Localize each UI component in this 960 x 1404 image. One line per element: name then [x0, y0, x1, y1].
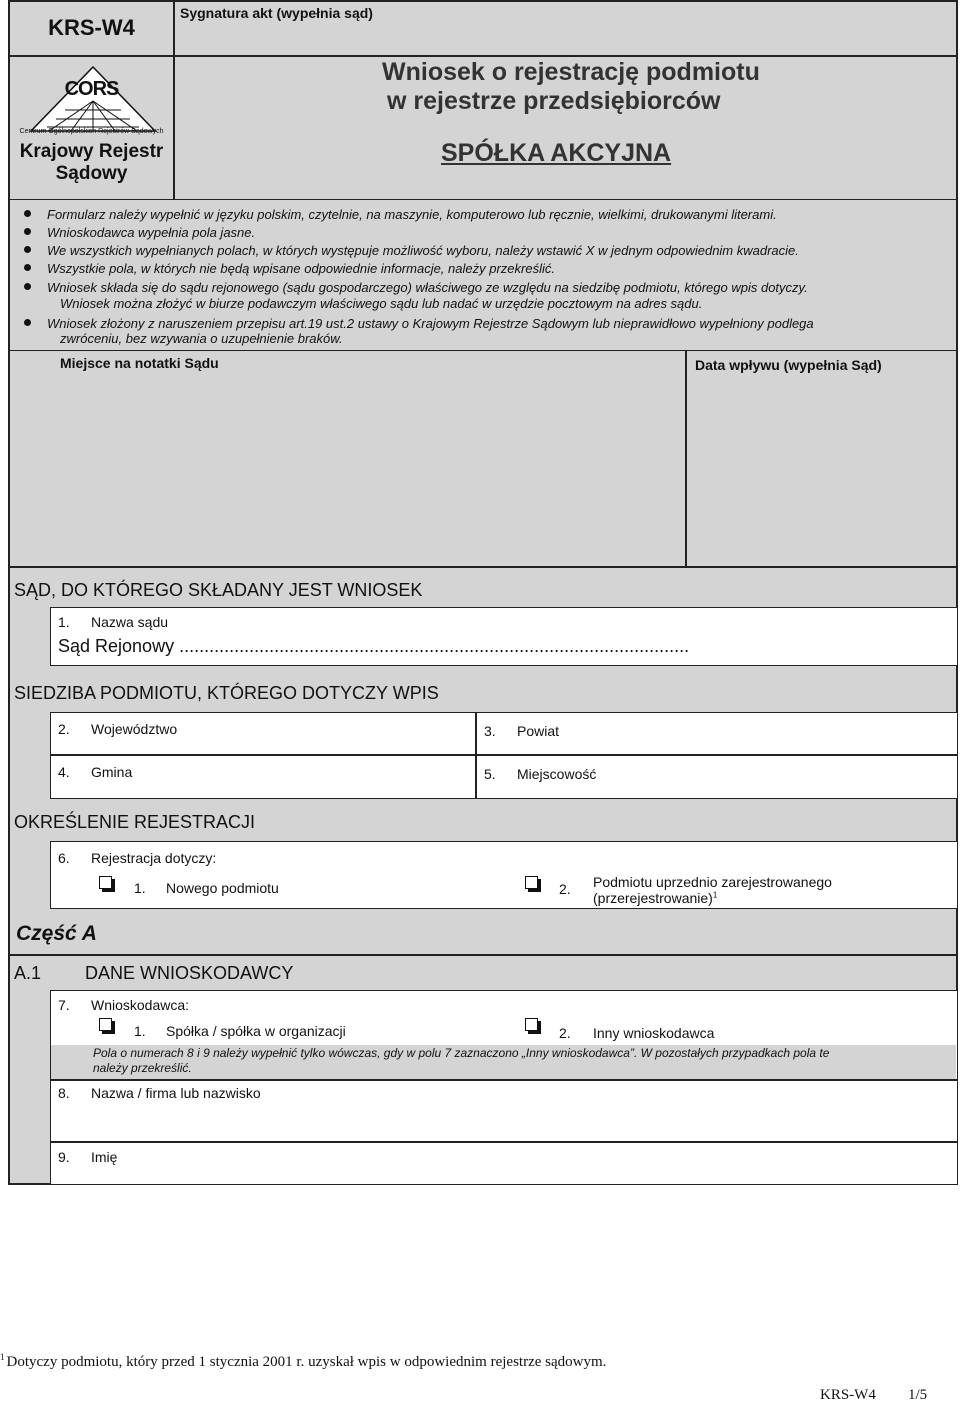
district-field[interactable] [476, 712, 958, 755]
footnote-text: Dotyczy podmiotu, który przed 1 stycznia 2001 r. uzyskał wpis w odpowiednim rejestrze sądowym. [6, 1354, 607, 1370]
footer-form-code: KRS-W4 [820, 1387, 876, 1403]
registration-section-title: OKREŚLENIE REJESTRACJI [14, 812, 256, 832]
footnote-marker: 1 [0, 1352, 5, 1362]
instruction-item: zwróceniu, bez wzywania o uzupełnienie braków. [60, 331, 343, 346]
option-number: 2. [559, 881, 571, 897]
footnote-ref: 1 [712, 890, 718, 900]
option-number: 1. [134, 880, 146, 896]
field-number: 7. [58, 997, 70, 1013]
instruction-item: Wnioskodawca wypełnia pola jasne. [47, 225, 256, 240]
new-entity-checkbox[interactable] [99, 876, 112, 889]
registration-type-field [50, 841, 958, 909]
signature-label: Sygnatura akt (wypełnia sąd) [180, 5, 373, 21]
court-name-field[interactable] [50, 607, 958, 666]
logo-name-line1: Krajowy Rejestr [19, 141, 164, 162]
logo-box [8, 56, 174, 200]
option-number: 2. [559, 1025, 571, 1041]
instruction-item: Wniosek składa się do sądu rejonowego (sądu gospodarczego) właściwego ze względu na siedzibę podmiotu, którego wpis dotyczy. [47, 280, 808, 295]
court-notes-box [8, 350, 686, 568]
logo-name-line2: Sądowy [55, 163, 128, 184]
field-label: Powiat [517, 723, 560, 739]
field-label: Imię [91, 1149, 118, 1165]
court-name-value: Sąd Rejonowy ...................................................................................................... [58, 636, 690, 656]
field-label: Województwo [91, 721, 178, 737]
part-a-label: Część A [16, 922, 97, 945]
instructions-panel [8, 200, 958, 350]
name-or-company-field[interactable] [50, 1080, 958, 1142]
title-line1: Wniosek o rejestrację podmiotu [382, 58, 760, 86]
new-entity-label: Nowego podmiotu [166, 880, 279, 896]
note-line: Pola o numerach 8 i 9 należy wypełnić tylko wówczas, gdy w polu 7 zaznaczono „Inny wnioskodawca”. W pozostałych przypadkach pola te [93, 1046, 830, 1060]
field-number: 6. [58, 850, 70, 866]
instruction-item: Wszystkie pola, w których nie będą wpisane odpowiednie informacje, należy przekreślić. [47, 261, 555, 276]
field-label: Nazwa sądu [91, 614, 169, 630]
first-name-field[interactable] [50, 1142, 958, 1185]
field-number: 2. [58, 721, 70, 737]
seat-section-title: SIEDZIBA PODMIOTU, KTÓREGO DOTYCZY WPIS [14, 683, 439, 703]
option-number: 1. [134, 1023, 146, 1039]
applicant-note [51, 1045, 956, 1079]
instruction-item: Formularz należy wypełnić w języku polskim, czytelnie, na maszynie, komputerowo lub ręcznie, wielkimi, drukowanymi literami. [47, 207, 777, 222]
form-code: KRS-W4 [48, 15, 135, 40]
municipality-field[interactable] [50, 755, 476, 799]
field-number: 8. [58, 1085, 70, 1101]
company-applicant-label: Spółka / spółka w organizacji [166, 1023, 346, 1039]
other-applicant-checkbox[interactable] [525, 1018, 538, 1031]
date-label: Data wpływu (wypełnia Sąd) [695, 357, 882, 373]
applicant-section-title: DANE WNIOSKODAWCY [85, 963, 294, 983]
reregistered-label-line1: Podmiotu uprzednio zarejestrowanego [593, 874, 832, 890]
field-number: 4. [58, 764, 70, 780]
part-a-rule [8, 954, 958, 956]
field-number: 3. [484, 723, 496, 739]
field-label: Nazwa / firma lub nazwisko [91, 1085, 261, 1101]
applicant-section-code: A.1 [14, 963, 42, 983]
company-applicant-checkbox[interactable] [99, 1018, 112, 1031]
receipt-date-box [686, 350, 958, 568]
notes-label: Miejsce na notatki Sądu [60, 355, 219, 371]
page-number: 1/5 [908, 1387, 928, 1403]
footnote [0, 1352, 606, 1371]
instruction-item: Wniosek złożony z naruszeniem przepisu art.19 ust.2 ustawy o Krajowym Rejestrze Sądowym lub nieprawidłowo wypełniony podlega [47, 316, 814, 331]
field-label: Wnioskodawca: [91, 997, 190, 1013]
field-label: Gmina [91, 764, 133, 780]
field-label: Rejestracja dotyczy: [91, 850, 217, 866]
reregistered-entity-checkbox[interactable] [525, 876, 538, 889]
instruction-item: We wszystkich wypełnianych polach, w których występuje możliwość wyboru, należy wstawić X w jednym odpowiednim kwadracie. [47, 243, 799, 258]
note-line: należy przekreślić. [93, 1061, 192, 1075]
reregistered-label-line2: (przerejestrowanie)$^1$ [593, 890, 718, 906]
logo-subtitle: Centrum Ogólnopolskich Rejestrów Sądowych [19, 128, 164, 135]
other-applicant-label: Inny wnioskodawca [593, 1025, 715, 1041]
logo-brand: CORS [64, 78, 119, 100]
field-label: Miejscowość [517, 766, 597, 782]
title-box [174, 56, 958, 200]
form-type-title: SPÓŁKA AKCYJNA [441, 139, 672, 167]
instruction-item: Wniosek można złożyć w biurze podawczym właściwego sądu lub nadać w urzędzie pocztowym na adres sądu. [60, 296, 703, 311]
field-number: 9. [58, 1149, 70, 1165]
voivodeship-field[interactable] [50, 712, 476, 755]
field-number: 5. [484, 766, 496, 782]
title-line2: w rejestrze przedsiębiorców [387, 87, 721, 115]
court-section-title: SĄD, DO KTÓREGO SKŁADANY JEST WNIOSEK [14, 580, 423, 600]
form-code-box [8, 0, 174, 56]
signature-box [174, 0, 958, 56]
field-number: 1. [58, 614, 70, 630]
locality-field[interactable] [476, 755, 958, 799]
